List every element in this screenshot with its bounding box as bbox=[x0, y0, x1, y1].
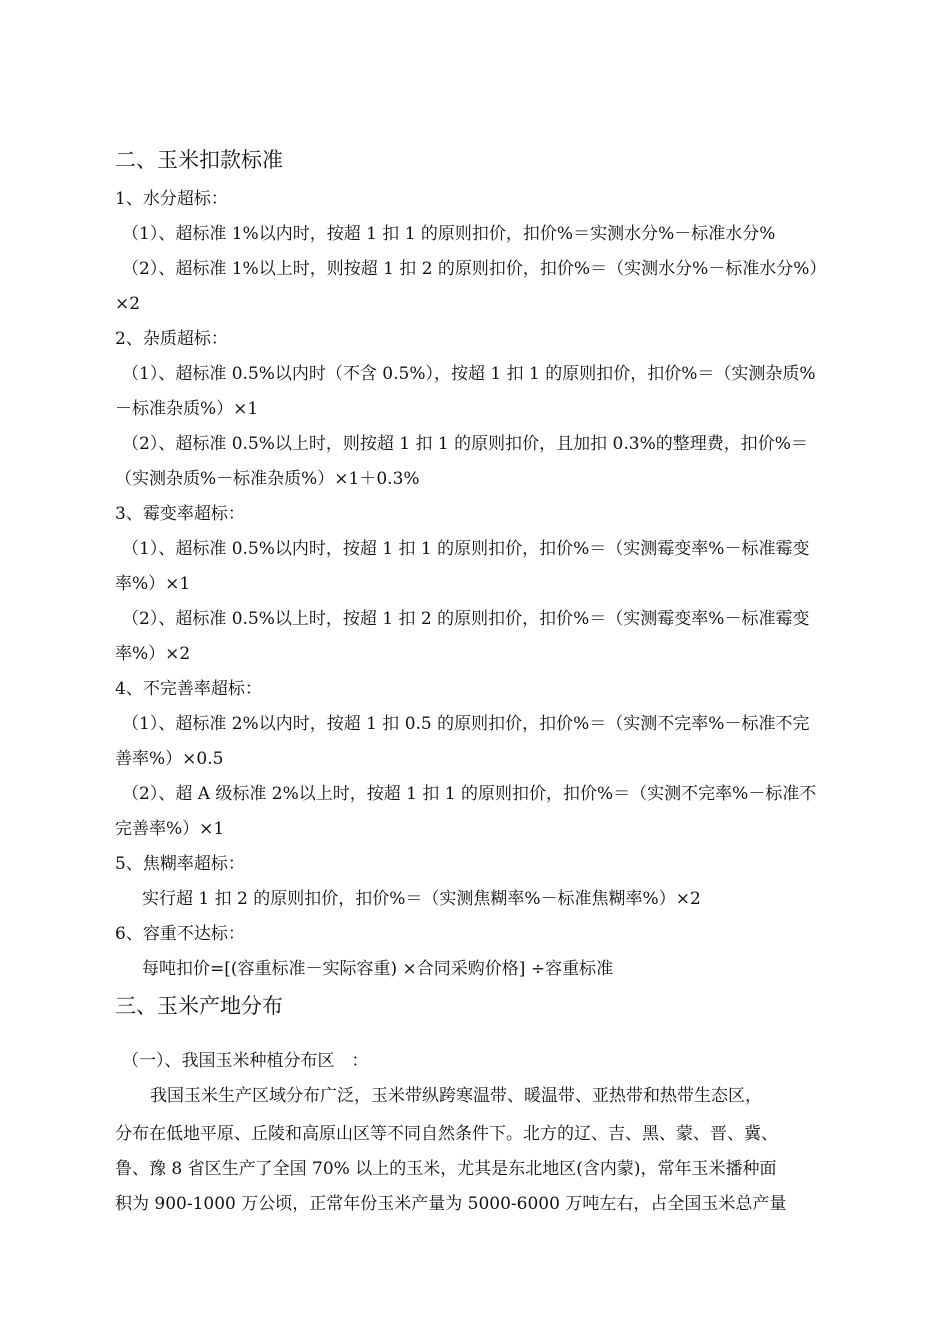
item2-line3: （2）、超标准 0.5%以上时，则按超 1 扣 1 的原则扣价，且加扣 0.3%的整理费，扣价%＝ bbox=[122, 434, 808, 454]
item2-heading: 2、杂质超标： bbox=[115, 329, 228, 349]
item3-line2: 率%）×1 bbox=[115, 574, 191, 594]
paragraph-line1: 我国玉米生产区域分布广泛，玉米带纵跨寒温带、暖温带、亚热带和热带生态区， bbox=[150, 1086, 762, 1106]
section2-title: 二、玉米扣款标准 bbox=[115, 148, 283, 172]
item4-line4: 完善率%）×1 bbox=[115, 819, 225, 839]
item4-line1: （1）、超标准 2%以内时，按超 1 扣 0.5 的原则扣价，扣价%＝（实测不完率%－标准不完 bbox=[122, 714, 810, 734]
item1-line3: ×2 bbox=[115, 294, 141, 314]
item2-line4: （实测杂质%－标准杂质%）×1＋0.3% bbox=[115, 469, 420, 489]
item3-heading: 3、霉变率超标： bbox=[115, 504, 245, 524]
section3-subheading: （一）、我国玉米种植分布区 ： bbox=[122, 1051, 369, 1071]
item2-line1: （1）、超标准 0.5%以内时（不含 0.5%），按超 1 扣 1 的原则扣价，扣价%＝（实测杂质% bbox=[122, 364, 816, 384]
item5-heading: 5、焦糊率超标： bbox=[115, 854, 245, 874]
item3-line4: 率%）×2 bbox=[115, 644, 191, 664]
item4-heading: 4、不完善率超标： bbox=[115, 679, 262, 699]
paragraph-line2: 分布在低地平原、丘陵和高原山区等不同自然条件下。北方的辽、吉、黑、蒙、晋、冀、 bbox=[115, 1124, 778, 1144]
item2-line2: －标准杂质%）×1 bbox=[115, 399, 259, 419]
paragraph-line3: 鲁、豫 8 省区生产了全国 70% 以上的玉米，尤其是东北地区(含内蒙)，常年玉米播种面 bbox=[115, 1159, 777, 1179]
item5-line1: 实行超 1 扣 2 的原则扣价，扣价%＝（实测焦糊率%－标准焦糊率%）×2 bbox=[142, 889, 701, 909]
item6-line1: 每吨扣价=[(容重标准－实际容重) ×合同采购价格] ÷容重标准 bbox=[142, 959, 614, 979]
item3-line3: （2）、超标准 0.5%以上时，按超 1 扣 2 的原则扣价，扣价%＝（实测霉变率%－标准霉变 bbox=[122, 609, 810, 629]
item1-heading: 1、水分超标： bbox=[115, 189, 228, 209]
item4-line3: （2）、超 A 级标准 2%以上时，按超 1 扣 1 的原则扣价，扣价%＝（实测不完率%－标准不 bbox=[122, 784, 817, 804]
item1-line1: （1）、超标准 1%以内时，按超 1 扣 1 的原则扣价，扣价%＝实测水分%－标准水分% bbox=[122, 224, 776, 244]
section3-title: 三、玉米产地分布 bbox=[115, 994, 283, 1018]
paragraph-line4: 积为 900-1000 万公顷，正常年份玉米产量为 5000-6000 万吨左右，占全国玉米总产量 bbox=[115, 1194, 787, 1214]
item1-line2: （2）、超标准 1%以上时，则按超 1 扣 2 的原则扣价，扣价%＝（实测水分%－标准水分%） bbox=[122, 259, 827, 279]
item3-line1: （1）、超标准 0.5%以内时，按超 1 扣 1 的原则扣价，扣价%＝（实测霉变率%－标准霉变 bbox=[122, 539, 810, 559]
item4-line2: 善率%）×0.5 bbox=[115, 749, 224, 769]
item6-heading: 6、容重不达标： bbox=[115, 924, 245, 944]
